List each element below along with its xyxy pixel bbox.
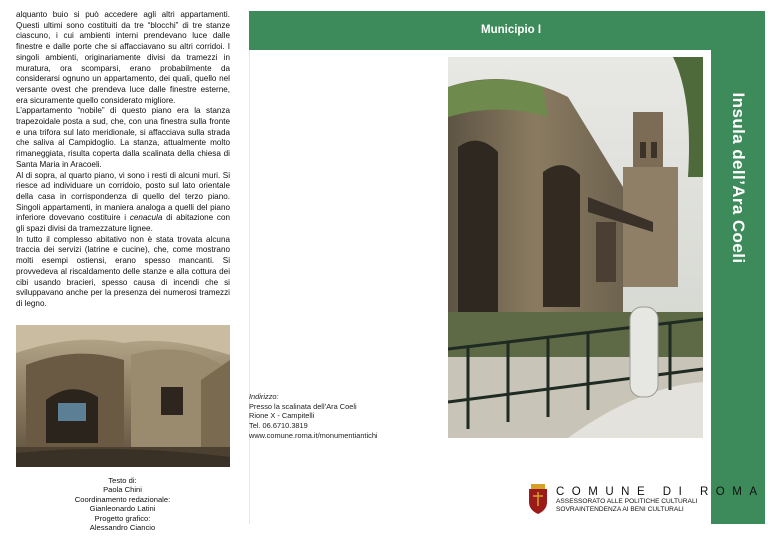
credits-line: Testo di:	[108, 476, 137, 485]
credits-line: Gianleonardo Latini	[89, 504, 156, 514]
paragraph-4: In tutto il complesso abitativo non è stata trovata alcuna traccia dei servizi (latrine e cucine), che, come mostrano molti esempi ostiensi, erano spesso mancanti. Si provvedeva al riscaldamento delle stanze e alla cottura dei cibi usando bracieri, spesso causa di incendi che si sviluppavano anche per la presenza dei numerosi tramezzi di legno.	[16, 234, 230, 308]
comune-block	[556, 486, 765, 515]
address-line: Presso la scalinata dell’Ara Coeli	[249, 401, 357, 411]
website-url: www.comune.roma.it/monumentiantichi	[249, 430, 378, 440]
body-text	[16, 10, 230, 310]
panel-divider	[249, 50, 250, 524]
address-line: Rione X - Campitelli	[249, 411, 315, 421]
comune-subtitle: ASSESSORATO ALLE POLITICHE CULTURALI	[556, 498, 698, 505]
address-label: Indirizzo:	[249, 392, 279, 401]
left-column	[16, 10, 230, 310]
address-block	[249, 392, 378, 441]
paragraph-3-italic: cenacula	[129, 213, 163, 223]
paragraph-1: alquanto buio si può accedere agli altri appartamenti. Questi ultimi sono costituiti da tre “blocchi” di tre stanze ciascuno, i cui ambienti interni prendevano luce dalle finestre e dalle porte che si affacciavano su altri corridoi. I singoli ambienti, originariamente divisi da tramezzi in muratura, ora scomparsi, erano probabilmente da considerarsi ognuno un appartamento, dei quali, quello nel versante ovest che prendeva luce dalle finestre esterne, era sicuramente quello considerato migliore.	[16, 10, 230, 105]
phone-number: Tel. 06.6710.3819	[249, 421, 308, 431]
insula-exterior-photo	[448, 57, 703, 438]
credits-line: Paola Chini	[103, 485, 142, 495]
paragraph-2: L’appartamento “nobile” di questo piano era la stanza trapezoidale posta a sud, che, con una finestra sulla fronte e una trifora sul lato meridionale, si affacciava sulla strada che saliva al Campidoglio. La stanza, attualmente molto rimaneggiata, risulta coperta dalla scalinata della chiesa di Santa Maria in Aracoeli.	[16, 106, 230, 169]
side-title: Insula dell’Ara Coeli	[729, 92, 748, 264]
paragraph-3-end: di abitazione con gli spazi divisi da tramezzature lignee.	[16, 213, 230, 234]
interior-ruins-photo	[16, 325, 230, 467]
side-bar	[711, 11, 765, 524]
header-title: Municipio I	[481, 24, 542, 36]
paragraph-3: Al di sopra, al quarto piano, vi sono i resti di alcuni muri. Si riesce ad individuare un corridoio, posto sul lato orientale della casa in corrispondenza di quello del terzo piano. Singoli appartamenti, in maniera analoga a quelli del piano inferiore dovevano costituire i	[16, 170, 230, 223]
credits-line: Progetto grafico:	[94, 513, 151, 523]
credits-line: Coordinamento redazionale:	[74, 494, 171, 504]
roma-crest-icon	[528, 484, 548, 514]
comune-title: COMUNE DI ROMA	[556, 486, 765, 498]
comune-subtitle: SOVRAINTENDENZA AI BENI CULTURALI	[556, 506, 684, 514]
credits	[60, 476, 185, 532]
credits-line: Alessandro Ciancio	[89, 523, 156, 533]
